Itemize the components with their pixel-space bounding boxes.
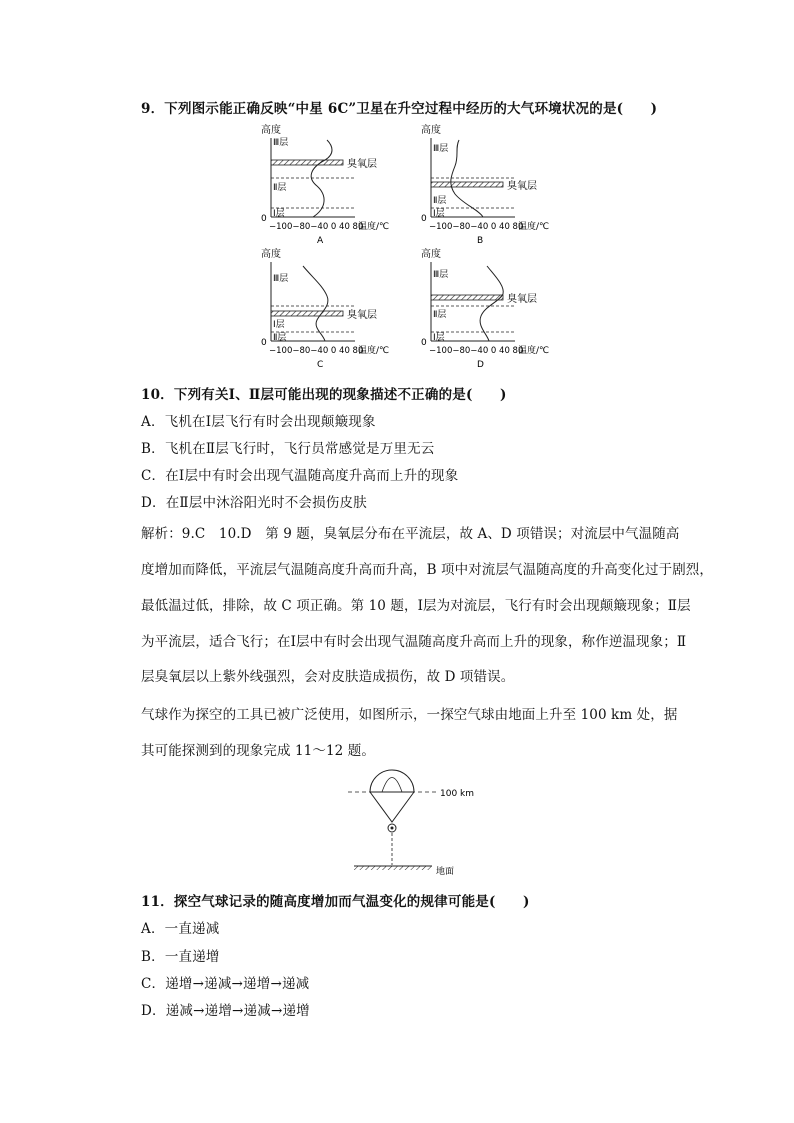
instrument-dot [391, 827, 394, 830]
ozone-label: 臭氧层 [347, 310, 377, 321]
ozone-label: 臭氧层 [507, 294, 537, 305]
ozone-band [431, 182, 503, 187]
diagram-d [415, 244, 575, 370]
layer2-label: Ⅱ层 [433, 310, 447, 320]
x-ticks: −100−80−40 0 40 80 [429, 346, 524, 356]
x-axis-label: 温度/℃ [358, 222, 390, 232]
analysis-line-4: 为平流层，适合飞行；在Ⅰ层中有时会出现气温随高度升高而上升的现象，称作逆温现象；Ⅱ [141, 634, 687, 650]
q10-option-b: B．飞机在Ⅱ层飞行时，飞行员常感觉是万里无云 [141, 441, 435, 457]
origin-label: 0 [421, 214, 427, 224]
intro-line-1: 气球作为探空的工具已被广泛使用，如图所示，一探空气球由地面上升至 100 km 处，据 [141, 707, 678, 723]
temperature-curve [311, 140, 332, 217]
ozone-label: 臭氧层 [347, 159, 377, 170]
q11-option-c: C．递增→递减→递增→递减 [141, 976, 310, 992]
ozone-band [431, 295, 503, 300]
balloon-diagram [340, 765, 480, 880]
balloon-canopy-seam [382, 778, 402, 793]
q11-option-d: D．递减→递增→递减→递增 [141, 1003, 310, 1019]
caption-a: A [317, 236, 324, 246]
layer2-label: Ⅱ层 [273, 333, 287, 343]
layer1-label: Ⅰ层 [433, 333, 445, 343]
diagram-a [255, 120, 415, 246]
y-axis-label: 高度 [261, 125, 281, 136]
y-axis-label: 高度 [421, 125, 441, 136]
x-ticks: −100−80−40 0 40 80 [429, 222, 524, 232]
caption-d: D [477, 360, 484, 370]
q10-option-a: A．飞机在Ⅰ层飞行有时会出现颠簸现象 [141, 414, 376, 430]
x-ticks: −100−80−40 0 40 80 [269, 346, 364, 356]
origin-label: 0 [261, 338, 267, 348]
layer2-label: Ⅱ层 [273, 183, 287, 193]
y-axis-label: 高度 [261, 249, 281, 260]
diagram-b [415, 120, 575, 246]
q11-option-a: A．一直递减 [141, 921, 220, 937]
layer1-label: Ⅰ层 [433, 209, 445, 219]
q11-option-b: B．一直递增 [141, 949, 220, 965]
analysis-line-2: 度增加而降低，平流层气温随高度升高而升高，B 项中对流层气温随高度的升高变化过于剧烈， [141, 562, 714, 578]
height-label: 100 km [440, 789, 475, 799]
layer3-label: Ⅲ层 [273, 138, 289, 148]
caption-b: B [477, 236, 484, 246]
layer3-label: Ⅲ层 [273, 274, 289, 284]
analysis-line-5: 层臭氧层以上紫外线强烈，会对皮肤造成损伤，故 D 项错误。 [141, 669, 515, 685]
q10-option-c: C．在Ⅰ层中有时会出现气温随高度升高而上升的现象 [141, 468, 459, 484]
analysis-line-3: 最低温过低，排除，故 C 项正确。第 10 题，Ⅰ层为对流层，飞行有时会出现颠簸现象；Ⅱ层 [141, 598, 691, 614]
layer2-label: Ⅱ层 [433, 196, 447, 206]
ground-label: 地面 [436, 867, 455, 877]
x-axis-label: 温度/℃ [518, 222, 550, 232]
ozone-label: 臭氧层 [507, 181, 537, 192]
caption-c: C [317, 360, 324, 370]
layer1-label: Ⅰ层 [273, 320, 285, 330]
layer1-label: Ⅰ层 [273, 209, 285, 219]
x-ticks: −100−80−40 0 40 80 [269, 222, 364, 232]
temperature-curve [480, 266, 503, 341]
intro-line-2: 其可能探测到的现象完成 11～12 题。 [141, 743, 375, 759]
ozone-band [271, 311, 343, 316]
ground-hatch [354, 866, 432, 870]
temperature-curve [451, 140, 483, 217]
balloon-cone [370, 792, 414, 822]
x-axis-label: 温度/℃ [358, 346, 390, 356]
origin-label: 0 [421, 338, 427, 348]
layer3-label: Ⅲ层 [433, 270, 449, 280]
balloon-canopy-icon [370, 770, 414, 792]
temperature-curve [303, 266, 328, 341]
diagram-c [255, 244, 415, 370]
q10-option-d: D．在Ⅱ层中沐浴阳光时不会损伤皮肤 [141, 495, 367, 511]
layer3-label: Ⅲ层 [433, 144, 449, 154]
q10-stem: 10．下列有关Ⅰ、Ⅱ层可能出现的现象描述不正确的是( ) [141, 387, 507, 403]
q9-stem: 9．下列图示能正确反映“中星 6C”卫星在升空过程中经历的大气环境状况的是( ) [141, 101, 658, 117]
y-axis-label: 高度 [421, 249, 441, 260]
origin-label: 0 [261, 214, 267, 224]
analysis-line-1: 解析：9.C 10.D 第 9 题，臭氧层分布在平流层，故 A、D 项错误；对流层中气温随高 [141, 526, 680, 542]
ozone-band [271, 160, 343, 165]
q11-stem: 11．探空气球记录的随高度增加而气温变化的规律可能是( ) [141, 894, 530, 910]
x-axis-label: 温度/℃ [518, 346, 550, 356]
